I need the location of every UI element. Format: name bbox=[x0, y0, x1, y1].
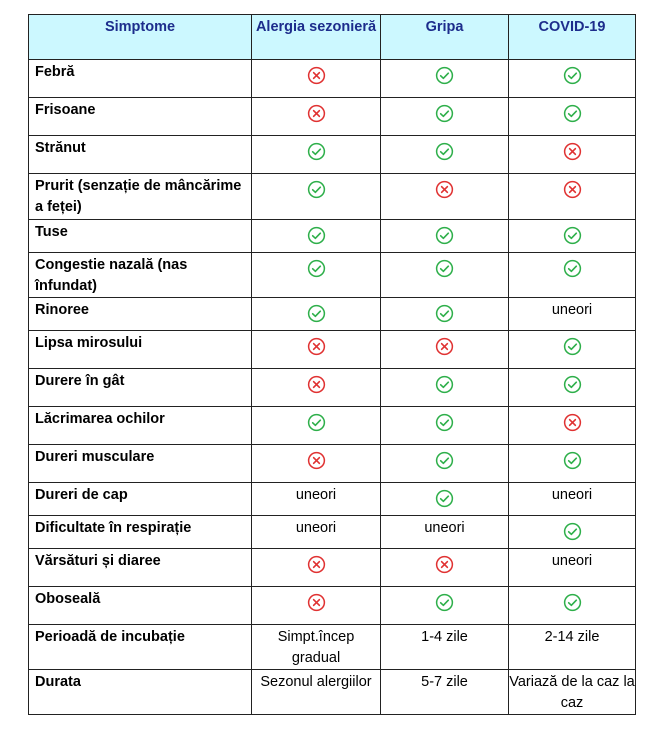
cell-text: uneori bbox=[551, 487, 593, 503]
flu-cell bbox=[381, 483, 509, 516]
symptom-name: Durata bbox=[29, 670, 252, 715]
check-circle-icon bbox=[435, 104, 454, 123]
covid-cell bbox=[509, 331, 636, 369]
allergy-cell bbox=[252, 174, 381, 220]
header-flu: Gripa bbox=[381, 15, 509, 60]
table-row bbox=[29, 136, 636, 174]
allergy-cell bbox=[252, 483, 381, 516]
check-circle-icon bbox=[307, 259, 326, 278]
symptom-name: Dureri musculare bbox=[29, 445, 252, 483]
symptom-name: Congestie nazală (nas înfundat) bbox=[29, 253, 252, 298]
check-circle-icon bbox=[563, 337, 582, 356]
cell-text: uneori bbox=[551, 302, 593, 318]
table-row bbox=[29, 407, 636, 445]
allergy-cell bbox=[252, 220, 381, 253]
check-circle-icon bbox=[563, 593, 582, 612]
covid-cell bbox=[509, 98, 636, 136]
covid-cell bbox=[509, 670, 636, 715]
check-circle-icon bbox=[435, 489, 454, 508]
check-circle-icon bbox=[435, 593, 454, 612]
cell-text: uneori bbox=[295, 487, 337, 503]
symptom-name: Febră bbox=[29, 60, 252, 98]
table-row bbox=[29, 220, 636, 253]
check-circle-icon bbox=[307, 413, 326, 432]
covid-cell bbox=[509, 298, 636, 331]
table-body bbox=[29, 60, 636, 715]
x-circle-icon bbox=[307, 555, 326, 574]
table-row bbox=[29, 331, 636, 369]
allergy-cell bbox=[252, 298, 381, 331]
flu-cell bbox=[381, 60, 509, 98]
check-circle-icon bbox=[435, 66, 454, 85]
check-circle-icon bbox=[435, 142, 454, 161]
header-seasonal-allergy: Alergia sezonieră bbox=[252, 15, 381, 60]
x-circle-icon bbox=[435, 555, 454, 574]
check-circle-icon bbox=[563, 104, 582, 123]
flu-cell bbox=[381, 331, 509, 369]
check-circle-icon bbox=[435, 451, 454, 470]
table-row bbox=[29, 483, 636, 516]
check-circle-icon bbox=[307, 304, 326, 323]
covid-cell bbox=[509, 253, 636, 298]
allergy-cell bbox=[252, 625, 381, 670]
flu-cell bbox=[381, 407, 509, 445]
check-circle-icon bbox=[435, 304, 454, 323]
table-header-row bbox=[29, 15, 636, 60]
symptom-name: Lipsa mirosului bbox=[29, 331, 252, 369]
covid-cell bbox=[509, 483, 636, 516]
check-circle-icon bbox=[307, 226, 326, 245]
check-circle-icon bbox=[435, 226, 454, 245]
table-row bbox=[29, 98, 636, 136]
cell-text: uneori bbox=[424, 520, 465, 536]
flu-cell bbox=[381, 220, 509, 253]
symptom-name: Oboseală bbox=[29, 587, 252, 625]
check-circle-icon bbox=[563, 66, 582, 85]
check-circle-icon bbox=[563, 451, 582, 470]
symptom-name: Lăcrimarea ochilor bbox=[29, 407, 252, 445]
check-circle-icon bbox=[563, 259, 582, 278]
check-circle-icon bbox=[563, 375, 582, 394]
x-circle-icon bbox=[307, 593, 326, 612]
covid-cell bbox=[509, 549, 636, 587]
x-circle-icon bbox=[435, 337, 454, 356]
x-circle-icon bbox=[307, 451, 326, 470]
symptom-name: Dificultate în respirație bbox=[29, 516, 252, 549]
check-circle-icon bbox=[435, 375, 454, 394]
flu-cell bbox=[381, 549, 509, 587]
header-symptoms: Simptome bbox=[29, 15, 252, 60]
check-circle-icon bbox=[307, 142, 326, 161]
table-row bbox=[29, 670, 636, 715]
check-circle-icon bbox=[435, 413, 454, 432]
covid-cell bbox=[509, 136, 636, 174]
check-circle-icon bbox=[307, 180, 326, 199]
table-row bbox=[29, 253, 636, 298]
allergy-cell bbox=[252, 516, 381, 549]
allergy-cell bbox=[252, 331, 381, 369]
table-row bbox=[29, 587, 636, 625]
flu-cell bbox=[381, 298, 509, 331]
allergy-cell bbox=[252, 60, 381, 98]
symptom-name: Frisoane bbox=[29, 98, 252, 136]
symptom-name: Durere în gât bbox=[29, 369, 252, 407]
table-row bbox=[29, 516, 636, 549]
x-circle-icon bbox=[307, 104, 326, 123]
table-row bbox=[29, 298, 636, 331]
symptom-name: Perioadă de incubație bbox=[29, 625, 252, 670]
symptom-name: Tuse bbox=[29, 220, 252, 253]
check-circle-icon bbox=[563, 522, 582, 541]
cell-text: uneori bbox=[295, 520, 337, 536]
allergy-cell bbox=[252, 549, 381, 587]
x-circle-icon bbox=[563, 142, 582, 161]
symptom-name: Prurit (senzație de mâncărime a feței) bbox=[29, 174, 252, 220]
allergy-cell bbox=[252, 253, 381, 298]
symptom-name: Vărsături și diaree bbox=[29, 549, 252, 587]
cell-text: Sezonul alergiilor bbox=[260, 674, 372, 690]
table-row bbox=[29, 60, 636, 98]
check-circle-icon bbox=[435, 259, 454, 278]
covid-cell bbox=[509, 220, 636, 253]
symptom-comparison-table bbox=[28, 14, 636, 715]
symptom-name: Dureri de cap bbox=[29, 483, 252, 516]
cell-text: Simpt.încep gradual bbox=[277, 629, 355, 666]
covid-cell bbox=[509, 445, 636, 483]
flu-cell bbox=[381, 516, 509, 549]
allergy-cell bbox=[252, 407, 381, 445]
x-circle-icon bbox=[307, 337, 326, 356]
x-circle-icon bbox=[307, 66, 326, 85]
cell-text: uneori bbox=[551, 553, 593, 569]
table-row bbox=[29, 369, 636, 407]
allergy-cell bbox=[252, 136, 381, 174]
flu-cell bbox=[381, 369, 509, 407]
allergy-cell bbox=[252, 98, 381, 136]
covid-cell bbox=[509, 587, 636, 625]
allergy-cell bbox=[252, 369, 381, 407]
covid-cell bbox=[509, 407, 636, 445]
cell-text: 1-4 zile bbox=[421, 629, 468, 645]
covid-cell bbox=[509, 60, 636, 98]
flu-cell bbox=[381, 587, 509, 625]
header-covid: COVID-19 bbox=[509, 15, 636, 60]
symptom-name: Rinoree bbox=[29, 298, 252, 331]
x-circle-icon bbox=[307, 375, 326, 394]
allergy-cell bbox=[252, 587, 381, 625]
flu-cell bbox=[381, 670, 509, 715]
flu-cell bbox=[381, 253, 509, 298]
symptom-name: Strănut bbox=[29, 136, 252, 174]
cell-text: 5-7 zile bbox=[421, 674, 468, 690]
cell-text: 2-14 zile bbox=[544, 629, 600, 645]
table-row bbox=[29, 445, 636, 483]
cell-text: Variază de la caz la caz bbox=[509, 674, 635, 711]
allergy-cell bbox=[252, 670, 381, 715]
covid-cell bbox=[509, 625, 636, 670]
flu-cell bbox=[381, 98, 509, 136]
check-circle-icon bbox=[563, 226, 582, 245]
x-circle-icon bbox=[563, 413, 582, 432]
flu-cell bbox=[381, 136, 509, 174]
flu-cell bbox=[381, 445, 509, 483]
covid-cell bbox=[509, 516, 636, 549]
x-circle-icon bbox=[435, 180, 454, 199]
covid-cell bbox=[509, 174, 636, 220]
flu-cell bbox=[381, 174, 509, 220]
table-row bbox=[29, 174, 636, 220]
flu-cell bbox=[381, 625, 509, 670]
table-row bbox=[29, 625, 636, 670]
x-circle-icon bbox=[563, 180, 582, 199]
covid-cell bbox=[509, 369, 636, 407]
table-row bbox=[29, 549, 636, 587]
allergy-cell bbox=[252, 445, 381, 483]
